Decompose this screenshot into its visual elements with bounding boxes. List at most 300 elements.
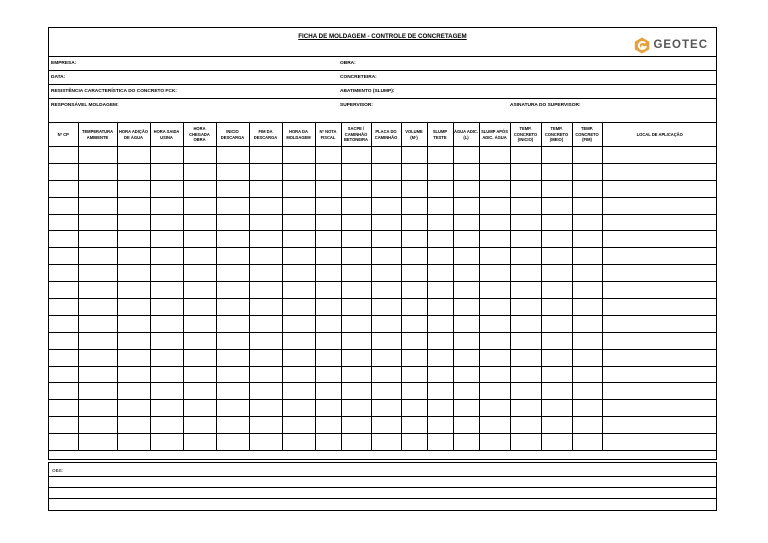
table-cell[interactable]	[341, 417, 371, 434]
table-cell[interactable]	[572, 366, 602, 383]
table-cell[interactable]	[401, 147, 427, 164]
table-cell[interactable]	[401, 248, 427, 265]
table-cell[interactable]	[150, 400, 183, 417]
table-cell[interactable]	[49, 434, 78, 451]
table-cell[interactable]	[453, 147, 479, 164]
table-cell[interactable]	[510, 147, 541, 164]
table-cell[interactable]	[479, 282, 510, 299]
table-cell[interactable]	[315, 248, 341, 265]
table-cell[interactable]	[78, 366, 117, 383]
table-cell[interactable]	[341, 197, 371, 214]
table-cell[interactable]	[371, 265, 401, 282]
table-cell[interactable]	[427, 400, 453, 417]
table-cell[interactable]	[341, 231, 371, 248]
table-cell[interactable]	[49, 366, 78, 383]
table-cell[interactable]	[541, 214, 572, 231]
table-cell[interactable]	[183, 163, 216, 180]
table-cell[interactable]	[541, 400, 572, 417]
table-cell[interactable]	[117, 265, 150, 282]
table-cell[interactable]	[479, 231, 510, 248]
table-cell[interactable]	[541, 383, 572, 400]
table-cell[interactable]	[510, 214, 541, 231]
table-cell[interactable]	[427, 147, 453, 164]
table-cell[interactable]	[479, 417, 510, 434]
table-cell[interactable]	[602, 180, 717, 197]
table-cell[interactable]	[49, 315, 78, 332]
table-cell[interactable]	[315, 332, 341, 349]
table-cell[interactable]	[315, 265, 341, 282]
table-cell[interactable]	[401, 383, 427, 400]
table-cell[interactable]	[427, 197, 453, 214]
table-cell[interactable]	[341, 180, 371, 197]
table-cell[interactable]	[602, 147, 717, 164]
table-cell[interactable]	[315, 400, 341, 417]
table-cell[interactable]	[315, 163, 341, 180]
table-cell[interactable]	[315, 214, 341, 231]
table-cell[interactable]	[510, 400, 541, 417]
table-cell[interactable]	[341, 366, 371, 383]
table-cell[interactable]	[117, 349, 150, 366]
table-cell[interactable]	[453, 434, 479, 451]
table-cell[interactable]	[427, 349, 453, 366]
table-cell[interactable]	[282, 197, 315, 214]
table-cell[interactable]	[541, 434, 572, 451]
table-cell[interactable]	[249, 366, 282, 383]
table-cell[interactable]	[602, 163, 717, 180]
table-cell[interactable]	[401, 315, 427, 332]
table-cell[interactable]	[249, 434, 282, 451]
table-cell[interactable]	[371, 214, 401, 231]
table-cell[interactable]	[602, 299, 717, 316]
table-cell[interactable]	[453, 197, 479, 214]
table-cell[interactable]	[183, 383, 216, 400]
table-cell[interactable]	[183, 417, 216, 434]
table-cell[interactable]	[453, 349, 479, 366]
table-cell[interactable]	[315, 417, 341, 434]
table-cell[interactable]	[78, 383, 117, 400]
table-cell[interactable]	[49, 180, 78, 197]
table-cell[interactable]	[453, 299, 479, 316]
table-cell[interactable]	[315, 366, 341, 383]
table-cell[interactable]	[282, 434, 315, 451]
table-cell[interactable]	[479, 434, 510, 451]
table-cell[interactable]	[371, 231, 401, 248]
table-cell[interactable]	[49, 299, 78, 316]
table-cell[interactable]	[78, 214, 117, 231]
table-cell[interactable]	[479, 180, 510, 197]
table-cell[interactable]	[371, 248, 401, 265]
table-cell[interactable]	[117, 366, 150, 383]
table-cell[interactable]	[183, 315, 216, 332]
table-cell[interactable]	[78, 299, 117, 316]
table-cell[interactable]	[479, 400, 510, 417]
table-cell[interactable]	[282, 231, 315, 248]
table-cell[interactable]	[78, 248, 117, 265]
table-cell[interactable]	[602, 265, 717, 282]
table-cell[interactable]	[401, 417, 427, 434]
table-cell[interactable]	[282, 315, 315, 332]
table-cell[interactable]	[249, 231, 282, 248]
table-cell[interactable]	[371, 299, 401, 316]
table-cell[interactable]	[427, 248, 453, 265]
table-cell[interactable]	[572, 383, 602, 400]
table-cell[interactable]	[602, 366, 717, 383]
table-cell[interactable]	[78, 197, 117, 214]
table-cell[interactable]	[541, 163, 572, 180]
table-cell[interactable]	[602, 349, 717, 366]
table-cell[interactable]	[453, 400, 479, 417]
table-cell[interactable]	[371, 197, 401, 214]
table-cell[interactable]	[78, 231, 117, 248]
table-cell[interactable]	[150, 299, 183, 316]
table-cell[interactable]	[249, 147, 282, 164]
table-cell[interactable]	[78, 147, 117, 164]
table-cell[interactable]	[427, 214, 453, 231]
table-cell[interactable]	[602, 400, 717, 417]
table-cell[interactable]	[427, 434, 453, 451]
table-cell[interactable]	[427, 231, 453, 248]
table-cell[interactable]	[453, 315, 479, 332]
table-cell[interactable]	[371, 315, 401, 332]
table-cell[interactable]	[216, 180, 249, 197]
table-cell[interactable]	[216, 147, 249, 164]
table-cell[interactable]	[78, 349, 117, 366]
table-cell[interactable]	[183, 366, 216, 383]
table-cell[interactable]	[479, 383, 510, 400]
table-cell[interactable]	[315, 197, 341, 214]
table-cell[interactable]	[117, 282, 150, 299]
table-cell[interactable]	[401, 197, 427, 214]
table-cell[interactable]	[371, 417, 401, 434]
table-cell[interactable]	[510, 231, 541, 248]
table-cell[interactable]	[371, 383, 401, 400]
table-cell[interactable]	[216, 197, 249, 214]
table-cell[interactable]	[183, 299, 216, 316]
table-cell[interactable]	[249, 400, 282, 417]
table-cell[interactable]	[216, 349, 249, 366]
table-cell[interactable]	[183, 265, 216, 282]
table-cell[interactable]	[453, 180, 479, 197]
table-cell[interactable]	[541, 299, 572, 316]
table-cell[interactable]	[401, 265, 427, 282]
table-cell[interactable]	[49, 147, 78, 164]
table-cell[interactable]	[117, 231, 150, 248]
table-cell[interactable]	[453, 332, 479, 349]
table-cell[interactable]	[150, 282, 183, 299]
table-cell[interactable]	[572, 349, 602, 366]
table-cell[interactable]	[249, 332, 282, 349]
table-cell[interactable]	[150, 265, 183, 282]
table-cell[interactable]	[282, 383, 315, 400]
table-cell[interactable]	[401, 231, 427, 248]
table-cell[interactable]	[282, 417, 315, 434]
table-cell[interactable]	[183, 197, 216, 214]
table-cell[interactable]	[183, 231, 216, 248]
table-cell[interactable]	[510, 197, 541, 214]
table-cell[interactable]	[479, 248, 510, 265]
table-cell[interactable]	[216, 214, 249, 231]
table-cell[interactable]	[341, 299, 371, 316]
table-cell[interactable]	[541, 197, 572, 214]
table-cell[interactable]	[541, 332, 572, 349]
table-cell[interactable]	[216, 417, 249, 434]
table-cell[interactable]	[541, 282, 572, 299]
table-cell[interactable]	[341, 349, 371, 366]
table-cell[interactable]	[541, 315, 572, 332]
table-cell[interactable]	[510, 299, 541, 316]
table-cell[interactable]	[49, 248, 78, 265]
table-cell[interactable]	[341, 282, 371, 299]
table-cell[interactable]	[150, 248, 183, 265]
table-cell[interactable]	[572, 180, 602, 197]
table-cell[interactable]	[117, 417, 150, 434]
table-cell[interactable]	[315, 147, 341, 164]
table-cell[interactable]	[150, 231, 183, 248]
table-cell[interactable]	[541, 180, 572, 197]
table-cell[interactable]	[510, 332, 541, 349]
table-cell[interactable]	[183, 349, 216, 366]
table-cell[interactable]	[510, 315, 541, 332]
table-cell[interactable]	[371, 332, 401, 349]
table-cell[interactable]	[479, 366, 510, 383]
table-cell[interactable]	[341, 434, 371, 451]
table-cell[interactable]	[572, 163, 602, 180]
table-cell[interactable]	[401, 332, 427, 349]
table-cell[interactable]	[453, 265, 479, 282]
table-cell[interactable]	[427, 180, 453, 197]
table-cell[interactable]	[150, 383, 183, 400]
table-cell[interactable]	[401, 214, 427, 231]
table-cell[interactable]	[479, 214, 510, 231]
table-cell[interactable]	[510, 417, 541, 434]
table-cell[interactable]	[117, 180, 150, 197]
table-cell[interactable]	[401, 163, 427, 180]
table-cell[interactable]	[453, 383, 479, 400]
table-cell[interactable]	[453, 248, 479, 265]
table-cell[interactable]	[216, 282, 249, 299]
table-cell[interactable]	[216, 383, 249, 400]
table-cell[interactable]	[453, 214, 479, 231]
table-cell[interactable]	[427, 315, 453, 332]
table-cell[interactable]	[453, 282, 479, 299]
table-cell[interactable]	[371, 180, 401, 197]
table-cell[interactable]	[315, 383, 341, 400]
table-cell[interactable]	[602, 282, 717, 299]
table-cell[interactable]	[183, 180, 216, 197]
table-cell[interactable]	[602, 214, 717, 231]
table-cell[interactable]	[572, 299, 602, 316]
table-cell[interactable]	[479, 147, 510, 164]
table-cell[interactable]	[315, 434, 341, 451]
table-cell[interactable]	[453, 417, 479, 434]
table-cell[interactable]	[602, 231, 717, 248]
table-cell[interactable]	[117, 299, 150, 316]
table-cell[interactable]	[371, 400, 401, 417]
table-cell[interactable]	[572, 231, 602, 248]
table-cell[interactable]	[249, 417, 282, 434]
table-cell[interactable]	[249, 282, 282, 299]
table-cell[interactable]	[216, 163, 249, 180]
table-cell[interactable]	[341, 265, 371, 282]
table-cell[interactable]	[282, 214, 315, 231]
table-cell[interactable]	[510, 434, 541, 451]
table-cell[interactable]	[479, 299, 510, 316]
table-cell[interactable]	[453, 231, 479, 248]
table-cell[interactable]	[453, 163, 479, 180]
table-cell[interactable]	[427, 383, 453, 400]
table-cell[interactable]	[216, 366, 249, 383]
table-cell[interactable]	[479, 315, 510, 332]
table-cell[interactable]	[49, 282, 78, 299]
table-cell[interactable]	[282, 332, 315, 349]
table-cell[interactable]	[541, 366, 572, 383]
table-cell[interactable]	[183, 282, 216, 299]
table-cell[interactable]	[117, 315, 150, 332]
table-cell[interactable]	[49, 332, 78, 349]
table-cell[interactable]	[216, 315, 249, 332]
table-cell[interactable]	[541, 417, 572, 434]
table-cell[interactable]	[183, 434, 216, 451]
table-cell[interactable]	[572, 400, 602, 417]
table-cell[interactable]	[341, 248, 371, 265]
table-cell[interactable]	[117, 332, 150, 349]
table-cell[interactable]	[572, 434, 602, 451]
table-cell[interactable]	[282, 265, 315, 282]
table-cell[interactable]	[183, 147, 216, 164]
table-cell[interactable]	[150, 349, 183, 366]
table-cell[interactable]	[401, 282, 427, 299]
table-cell[interactable]	[371, 349, 401, 366]
table-cell[interactable]	[249, 265, 282, 282]
table-cell[interactable]	[572, 197, 602, 214]
table-cell[interactable]	[401, 180, 427, 197]
table-cell[interactable]	[541, 231, 572, 248]
table-cell[interactable]	[602, 315, 717, 332]
table-cell[interactable]	[572, 332, 602, 349]
table-cell[interactable]	[249, 180, 282, 197]
table-cell[interactable]	[282, 349, 315, 366]
table-cell[interactable]	[282, 282, 315, 299]
table-cell[interactable]	[427, 163, 453, 180]
table-cell[interactable]	[49, 400, 78, 417]
table-cell[interactable]	[78, 332, 117, 349]
table-cell[interactable]	[401, 366, 427, 383]
table-cell[interactable]	[541, 349, 572, 366]
table-cell[interactable]	[78, 434, 117, 451]
table-cell[interactable]	[541, 265, 572, 282]
table-cell[interactable]	[572, 417, 602, 434]
table-cell[interactable]	[78, 400, 117, 417]
table-cell[interactable]	[216, 248, 249, 265]
table-cell[interactable]	[49, 231, 78, 248]
table-cell[interactable]	[401, 349, 427, 366]
table-cell[interactable]	[510, 366, 541, 383]
table-cell[interactable]	[282, 163, 315, 180]
table-cell[interactable]	[341, 400, 371, 417]
table-cell[interactable]	[150, 197, 183, 214]
table-cell[interactable]	[282, 366, 315, 383]
table-cell[interactable]	[49, 417, 78, 434]
table-cell[interactable]	[427, 282, 453, 299]
table-cell[interactable]	[78, 180, 117, 197]
table-cell[interactable]	[150, 214, 183, 231]
table-cell[interactable]	[427, 332, 453, 349]
table-cell[interactable]	[249, 383, 282, 400]
table-cell[interactable]	[282, 147, 315, 164]
table-cell[interactable]	[117, 400, 150, 417]
table-cell[interactable]	[479, 265, 510, 282]
table-cell[interactable]	[117, 214, 150, 231]
table-cell[interactable]	[183, 214, 216, 231]
table-cell[interactable]	[249, 248, 282, 265]
table-cell[interactable]	[315, 180, 341, 197]
table-cell[interactable]	[216, 265, 249, 282]
table-cell[interactable]	[216, 400, 249, 417]
table-cell[interactable]	[510, 349, 541, 366]
table-cell[interactable]	[78, 282, 117, 299]
table-cell[interactable]	[216, 434, 249, 451]
table-cell[interactable]	[602, 197, 717, 214]
table-cell[interactable]	[150, 417, 183, 434]
table-cell[interactable]	[49, 197, 78, 214]
table-cell[interactable]	[117, 248, 150, 265]
table-cell[interactable]	[282, 180, 315, 197]
table-cell[interactable]	[510, 163, 541, 180]
table-cell[interactable]	[150, 315, 183, 332]
table-cell[interactable]	[249, 197, 282, 214]
table-cell[interactable]	[572, 248, 602, 265]
table-cell[interactable]	[602, 417, 717, 434]
table-cell[interactable]	[183, 332, 216, 349]
table-cell[interactable]	[249, 299, 282, 316]
table-cell[interactable]	[150, 332, 183, 349]
table-cell[interactable]	[150, 366, 183, 383]
table-cell[interactable]	[510, 265, 541, 282]
table-cell[interactable]	[602, 248, 717, 265]
table-cell[interactable]	[341, 163, 371, 180]
table-cell[interactable]	[216, 299, 249, 316]
table-cell[interactable]	[341, 147, 371, 164]
table-cell[interactable]	[453, 366, 479, 383]
table-cell[interactable]	[510, 248, 541, 265]
table-cell[interactable]	[78, 163, 117, 180]
table-cell[interactable]	[315, 231, 341, 248]
table-cell[interactable]	[341, 315, 371, 332]
table-cell[interactable]	[479, 197, 510, 214]
table-cell[interactable]	[49, 163, 78, 180]
table-cell[interactable]	[117, 383, 150, 400]
table-cell[interactable]	[150, 434, 183, 451]
table-cell[interactable]	[49, 349, 78, 366]
table-cell[interactable]	[371, 282, 401, 299]
table-cell[interactable]	[183, 400, 216, 417]
table-cell[interactable]	[117, 147, 150, 164]
table-cell[interactable]	[371, 434, 401, 451]
table-cell[interactable]	[341, 332, 371, 349]
table-cell[interactable]	[315, 315, 341, 332]
table-cell[interactable]	[401, 434, 427, 451]
table-cell[interactable]	[401, 400, 427, 417]
table-cell[interactable]	[602, 383, 717, 400]
table-cell[interactable]	[427, 299, 453, 316]
table-cell[interactable]	[315, 282, 341, 299]
table-cell[interactable]	[282, 299, 315, 316]
table-cell[interactable]	[117, 434, 150, 451]
table-cell[interactable]	[282, 248, 315, 265]
table-cell[interactable]	[150, 147, 183, 164]
table-cell[interactable]	[602, 434, 717, 451]
table-cell[interactable]	[427, 265, 453, 282]
